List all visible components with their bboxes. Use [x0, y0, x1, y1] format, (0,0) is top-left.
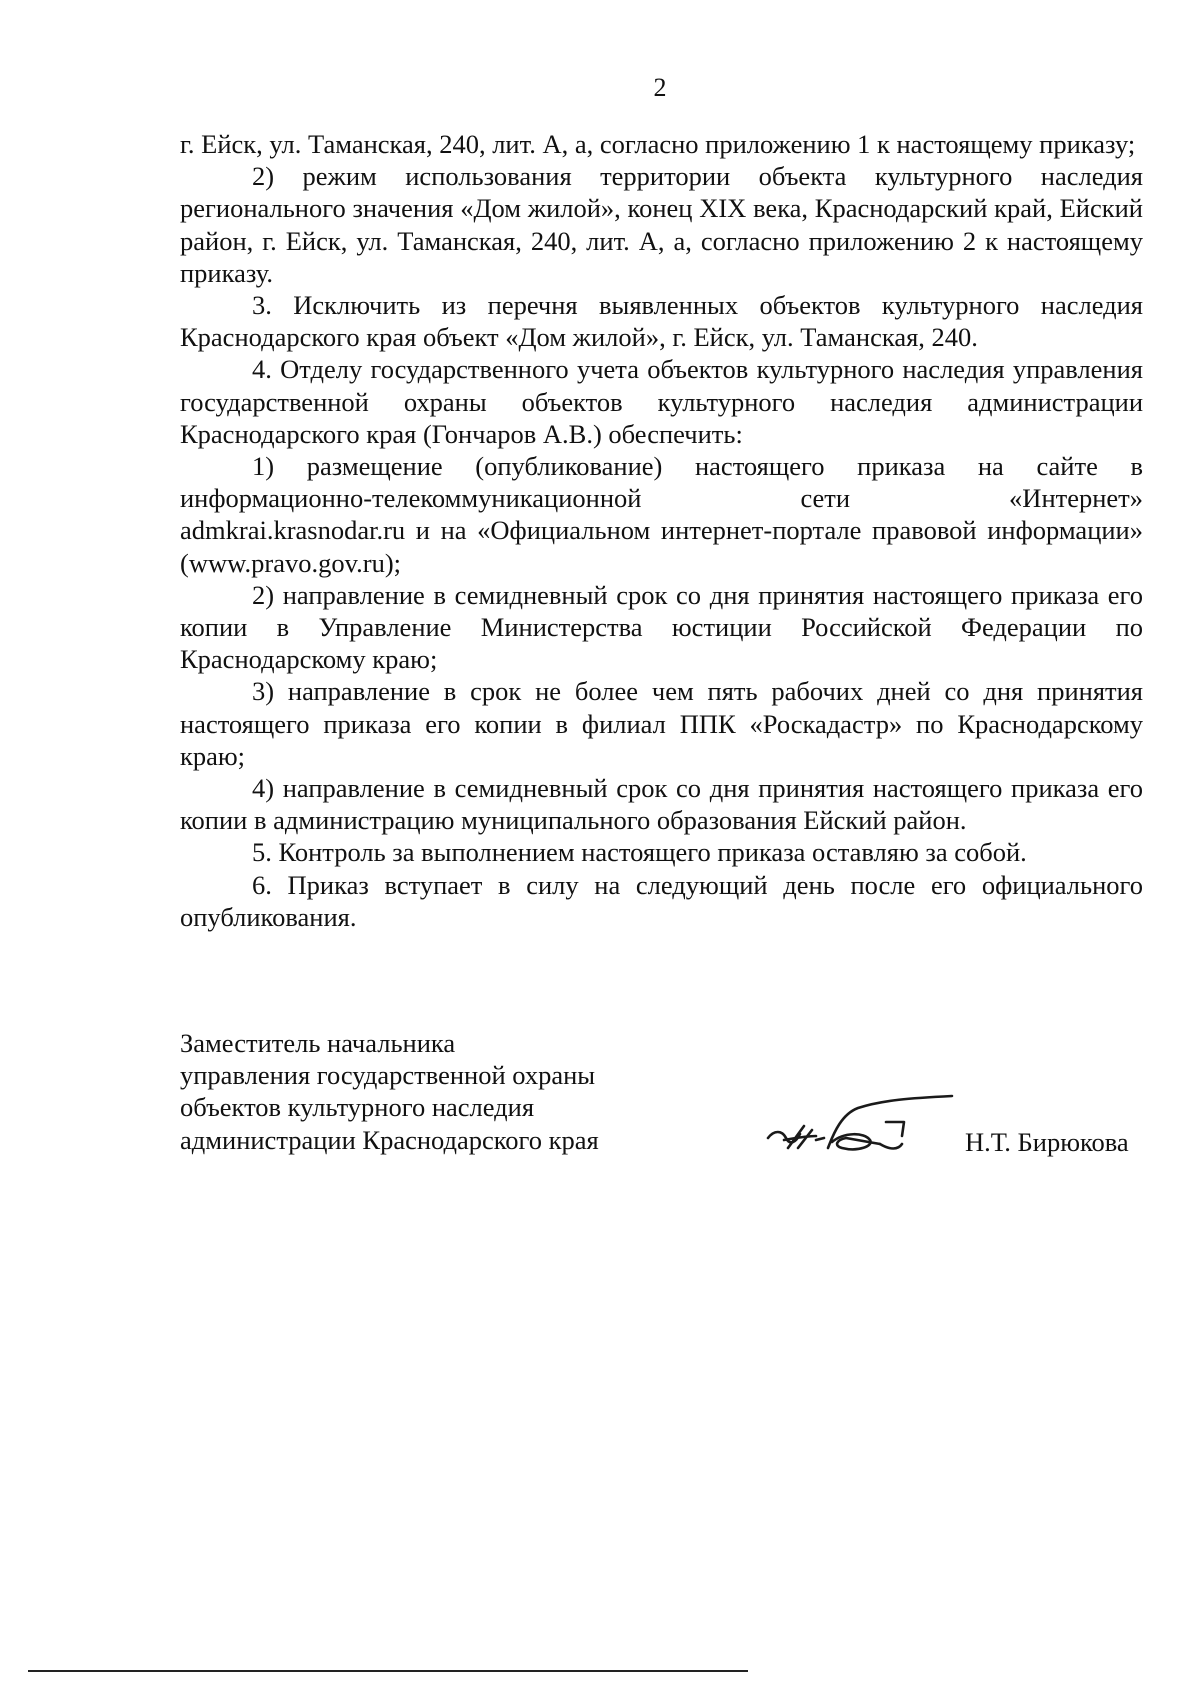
paragraph-subitem-1-part-b: admkrai.krasnodar.ru и на «Официальном интернет-портале правовой информации» (www.pravo.gov.ru); — [180, 515, 1143, 578]
paragraph-subitem-2: 2) направление в семидневный срок со дня принятия настоящего приказа его копии в Управление Министерства юстиции Российской Федерации по Краснодарскому краю; — [180, 579, 1143, 675]
handwritten-signature-icon — [762, 1092, 962, 1172]
paragraph-subitem-1-part-a: 1) размещение (опубликование) настоящего приказа на сайте в информационно-телекоммуникационной сети «Интернет» — [180, 451, 1143, 514]
page-number: 2 — [653, 73, 667, 102]
footer-divider — [28, 1670, 748, 1672]
signature-position-line: управления государственной охраны — [180, 1060, 596, 1091]
paragraph-continuation: г. Ейск, ул. Таманская, 240, лит. А, а, согласно приложению 1 к настоящему приказу; — [180, 129, 1136, 159]
document-body — [180, 128, 1143, 933]
signature-position — [180, 1027, 820, 1156]
paragraph-item-2: 2) режим использования территории объекта культурного наследия регионального значения «Дом жилой», конец XIX века, Краснодарский край, Ейский район, г. Ейск, ул. Таманская, 240, лит. А, а, согласно приложению 2 к настоящему приказу. — [180, 161, 1143, 288]
paragraph-subitem-3: 3) направление в срок не более чем пять рабочих дней со дня принятия настоящего приказа его копии в филиал ППК «Роскадастр» по Краснодарскому краю; — [180, 676, 1143, 771]
signer-name: Н.Т. Бирюкова — [965, 1127, 1129, 1157]
paragraph-item-6: 6. Приказ вступает в силу на следующий день после его официального опубликования. — [180, 869, 1143, 932]
paragraph-item-5: 5. Контроль за выполнением настоящего приказа оставляю за собой. — [252, 837, 1027, 868]
paragraph-item-4: 4. Отделу государственного учета объектов культурного наследия управления государственной охраны объектов культурного наследия администрации Краснодарского края (Гончаров А.В.) обеспечить: — [180, 354, 1143, 449]
paragraph-item-3: 3. Исключить из перечня выявленных объектов культурного наследия Краснодарского края объект «Дом жилой», г. Ейск, ул. Таманская, 240. — [180, 290, 1143, 353]
signature-position-line: Заместитель начальника — [180, 1028, 456, 1058]
signature-position-line: администрации Краснодарского края — [180, 1124, 599, 1155]
signature-position-line: объектов культурного наследия — [180, 1092, 535, 1123]
paragraph-subitem-4: 4) направление в семидневный срок со дня принятия настоящего приказа его копии в администрацию муниципального образования Ейский район. — [180, 773, 1143, 836]
